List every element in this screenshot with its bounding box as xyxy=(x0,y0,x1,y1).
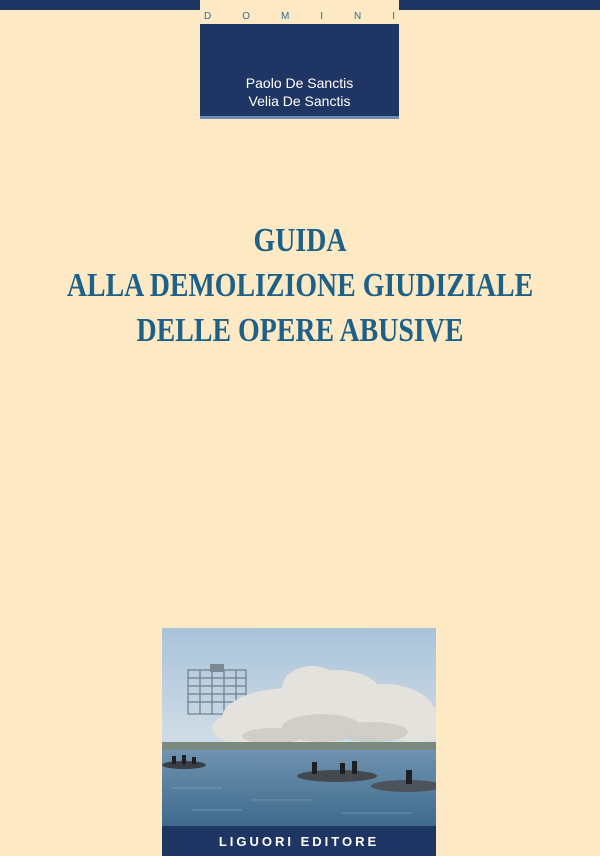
title-line: ALLA DEMOLIZIONE GIUDIZIALE xyxy=(66,267,534,304)
title-line: GUIDA xyxy=(253,222,347,259)
author-name: Velia De Sanctis xyxy=(248,93,351,109)
series-letter: N xyxy=(354,10,362,22)
series-letter: I xyxy=(320,10,324,22)
author-box xyxy=(200,24,399,116)
top-bar-left xyxy=(0,0,200,10)
series-letter: O xyxy=(242,10,250,22)
author-underline xyxy=(200,116,399,119)
publisher-bar xyxy=(162,826,436,856)
series-letter: M xyxy=(280,10,290,22)
title-line: DELLE OPERE ABUSIVE xyxy=(136,312,464,349)
author-name: Paolo De Sanctis xyxy=(245,75,354,91)
top-bar-right xyxy=(399,0,600,10)
series-label xyxy=(200,8,399,24)
series-letter: I xyxy=(392,10,395,22)
series-letter: D xyxy=(204,10,212,22)
book-title xyxy=(54,218,546,353)
publisher-name: LIGUORI EDITORE xyxy=(218,833,380,849)
cover-photo xyxy=(162,628,436,826)
